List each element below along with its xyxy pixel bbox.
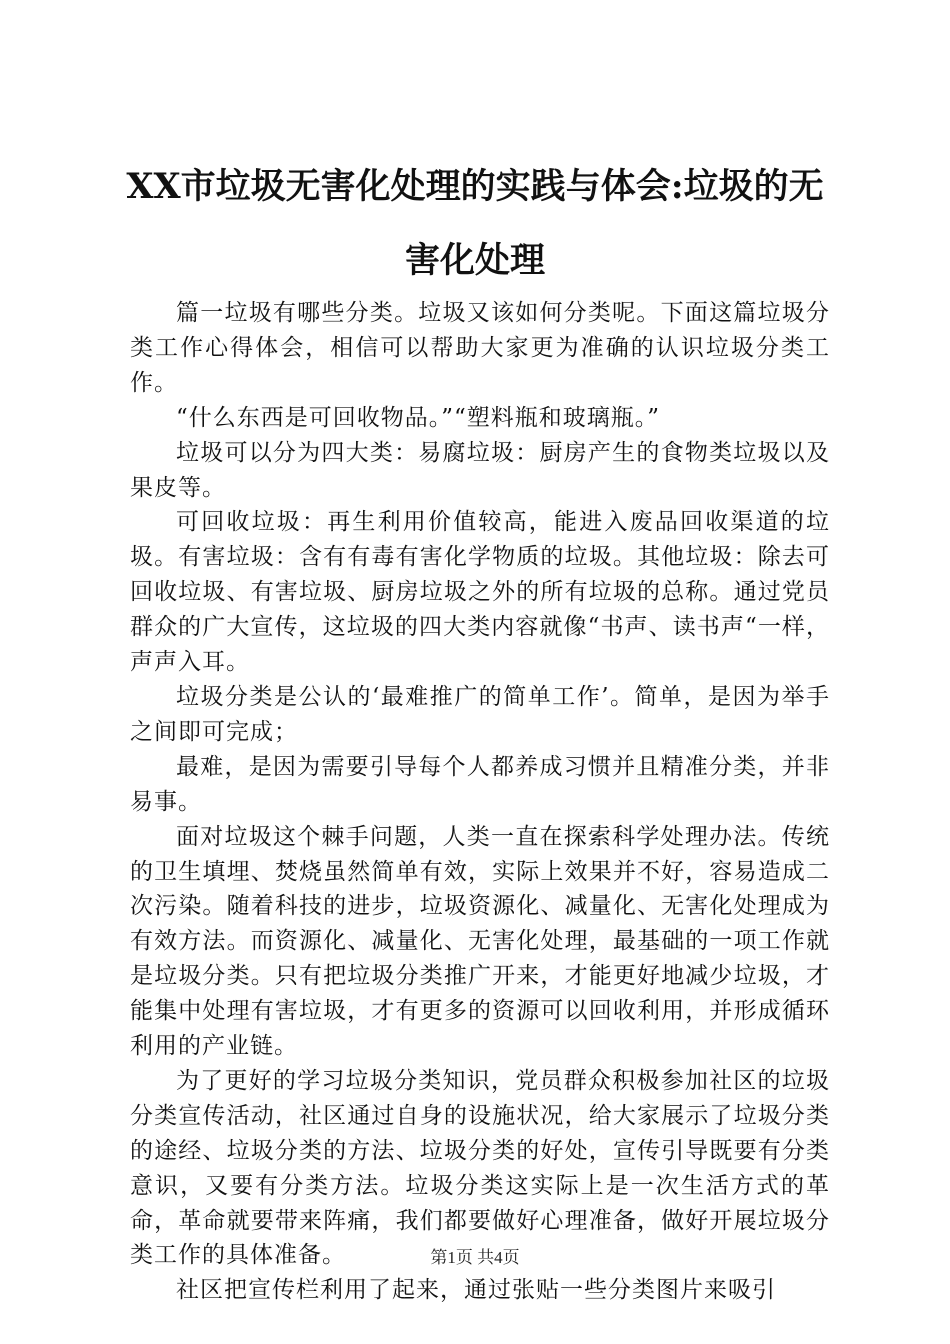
paragraph: “什么东西是可回收物品。”“塑料瓶和玻璃瓶。” <box>176 404 661 431</box>
paragraph: 可回收垃圾：再生利用价值较高，能进入废品回收渠道的垃圾。有害垃圾：含有有毒有害化学物质的垃圾。其他垃圾：除去可回收垃圾、有害垃圾、厨房垃圾之外的所有垃圾的总称。通过党员群众的广大宣传，这垃圾的四大类内容就像“书声、读书声“一样，声声入耳。 <box>130 509 830 676</box>
paragraph: 垃圾可以分为四大类：易腐垃圾：厨房产生的食物类垃圾以及果皮等。 <box>130 439 830 501</box>
paragraph: 面对垃圾这个棘手问题，人类一直在探索科学处理办法。传统的卫生填埋、焚烧虽然简单有效，实际上效果并不好，容易造成二次污染。随着科技的进步，垃圾资源化、减量化、无害化处理成为有效方法。而资源化、减量化、无害化处理，最基础的一项工作就是垃圾分类。只有把垃圾分类推广开来，才能更好地减少垃圾，才能集中处理有害垃圾，才有更多的资源可以回收利用，并形成循环利用的产业链。 <box>130 823 830 1060</box>
paragraph: 社区把宣传栏利用了起来，通过张贴一些分类图片来吸引 <box>176 1277 776 1304</box>
document-body <box>130 296 830 1308</box>
paragraph: 篇一垃圾有哪些分类。垃圾又该如何分类呢。下面这篇垃圾分类工作心得体会，相信可以帮助大家更为准确的认识垃圾分类工作。 <box>130 300 830 396</box>
paragraph: 垃圾分类是公认的‘最难推广的简单工作’。简单，是因为举手之间即可完成； <box>130 683 830 745</box>
page-number-footer: 第1页 共4页 <box>430 1248 520 1267</box>
document-title: XX市垃圾无害化处理的实践与体会:垃圾的无害化处理 <box>126 166 824 281</box>
paragraph: 最难，是因为需要引导每个人都养成习惯并且精准分类，并非易事。 <box>130 753 830 815</box>
paragraph: 为了更好的学习垃圾分类知识，党员群众积极参加社区的垃圾分类宣传活动，社区通过自身的设施状况，给大家展示了垃圾分类的途经、垃圾分类的方法、垃圾分类的好处，宣传引导既要有分类意识，又要有分类方法。垃圾分类这实际上是一次生活方式的革命，革命就要带来阵痛，我们都要做好心理准备，做好开展垃圾分类工作的具体准备。 <box>130 1067 830 1269</box>
